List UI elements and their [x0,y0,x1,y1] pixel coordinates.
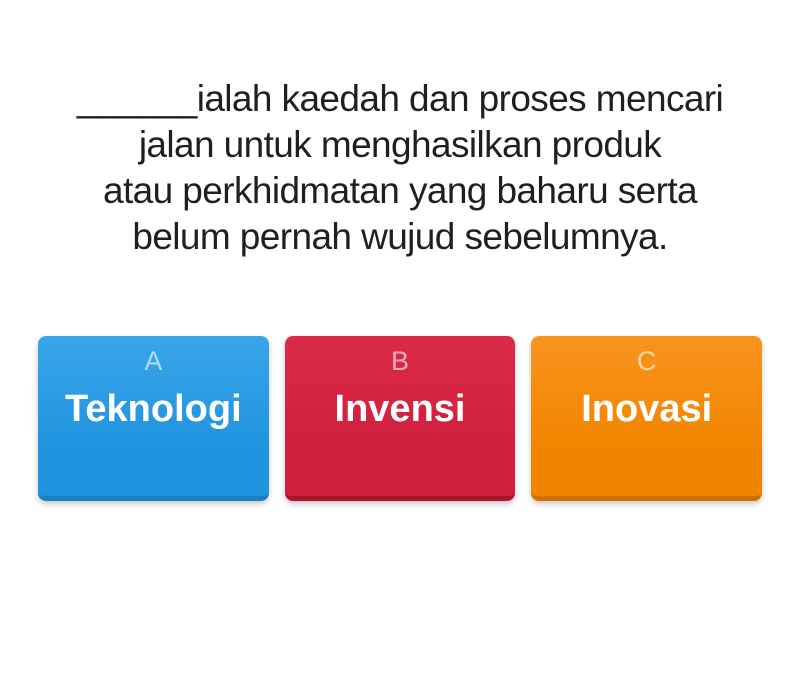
answer-card-inovasi[interactable] [531,336,762,501]
answer-label-inovasi: Inovasi [581,388,713,430]
question-line-3: atau perkhidmatan yang baharu serta [102,170,698,211]
answer-options-row [38,336,762,501]
answer-letter-b: B [391,346,410,376]
question-line-1: ______ialah kaedah dan proses mencari [76,78,724,119]
answer-letter-a: A [144,346,163,376]
question-text [18,76,782,260]
answer-label-invensi: Invensi [334,388,466,430]
question-line-4: belum pernah wujud sebelumnya. [132,216,668,257]
answer-label-teknologi: Teknologi [65,388,242,430]
answer-card-teknologi[interactable] [38,336,269,501]
question-line-2: jalan untuk menghasilkan produk [138,124,662,165]
answer-letter-c: C [636,346,657,376]
answer-card-invensi[interactable] [285,336,516,501]
